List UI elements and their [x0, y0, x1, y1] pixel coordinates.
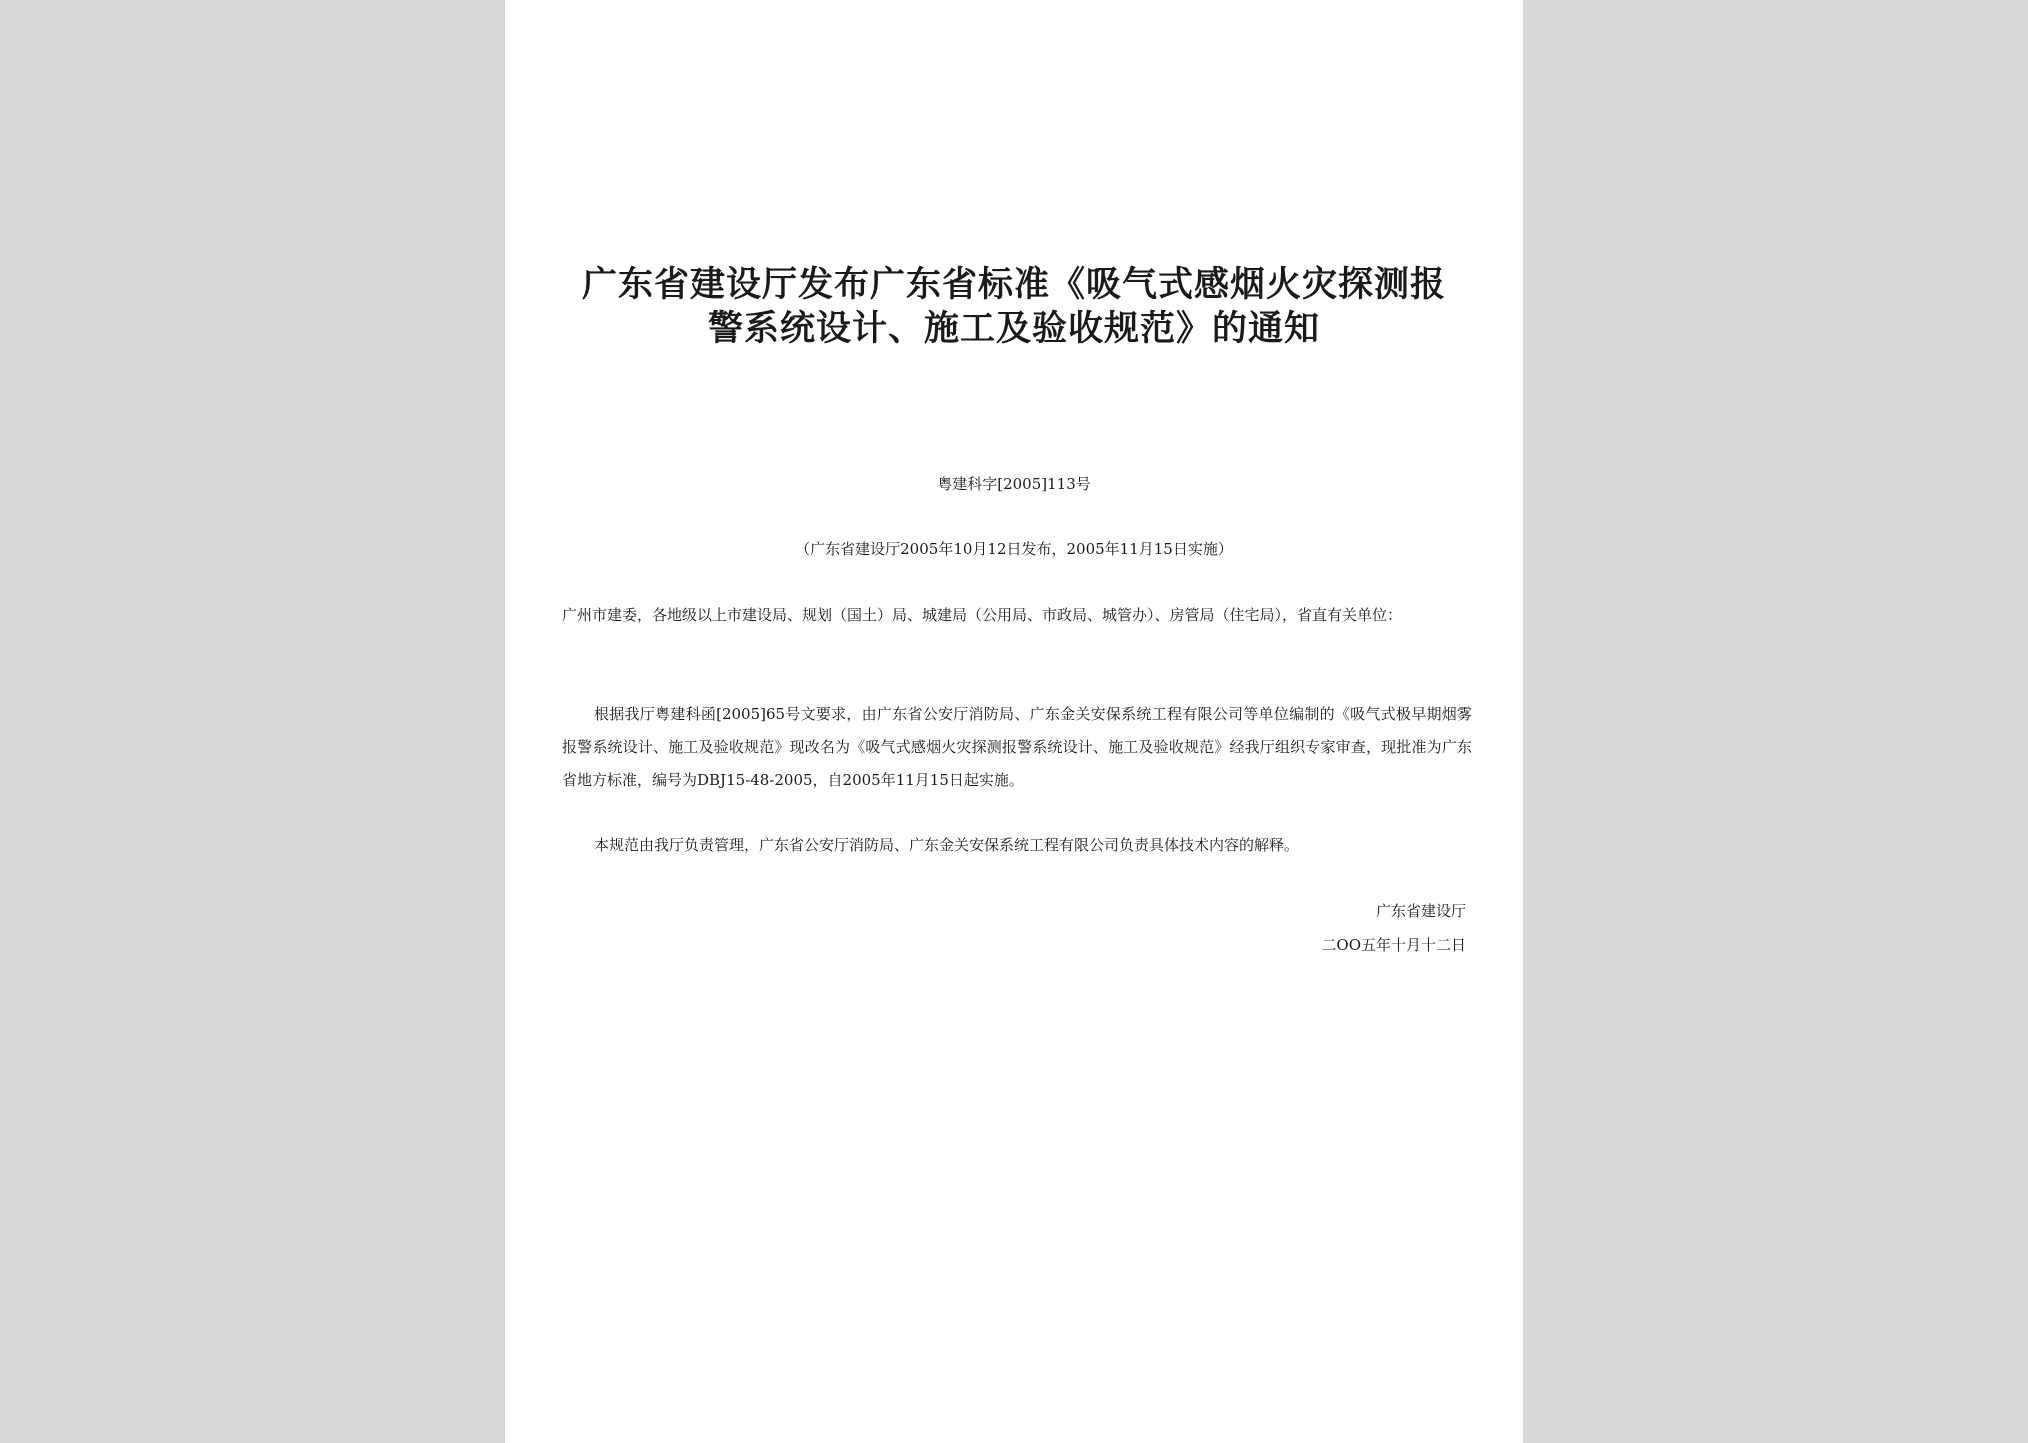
signature-organization: 广东省建设厅	[1375, 902, 1466, 920]
document-number: 粤建科字[2005]113号	[937, 475, 1091, 493]
signature-date: 二OO五年十月十二日	[1321, 936, 1466, 954]
document-page	[505, 0, 1523, 1443]
publish-info: （广东省建设厅2005年10月12日发布，2005年11月15日实施）	[795, 540, 1233, 558]
title-line-1: 广东省建设厅发布广东省标准《吸气式感烟火灾探测报	[581, 264, 1446, 305]
body-paragraph-2: 本规范由我厅负责管理，广东省公安厅消防局、广东金关安保系统工程有限公司负责具体技术内容的解释。	[594, 836, 1300, 854]
body-paragraph-1: 根据我厅粤建科函[2005]65号文要求，由广东省公安厅消防局、广东金关安保系统工程有限公司等单位编制的《吸气式极早期烟雾报警系统设计、施工及验收规范》现改名为《吸气式感烟火灾探测报警系统设计、施工及验收规范》经我厅组织专家审查，现批准为广东省地方标准，编号为DBJ15-48-2005，自2005年11月15日起实施。	[562, 705, 1472, 789]
recipients-paragraph: 广州市建委，各地级以上市建设局、规划（国土）局、城建局（公用局、市政局、城管办）、房管局（住宅局），省直有关单位：	[562, 606, 1403, 624]
document-title	[505, 263, 1523, 351]
title-line-2: 警系统设计、施工及验收规范》的通知	[707, 308, 1320, 349]
